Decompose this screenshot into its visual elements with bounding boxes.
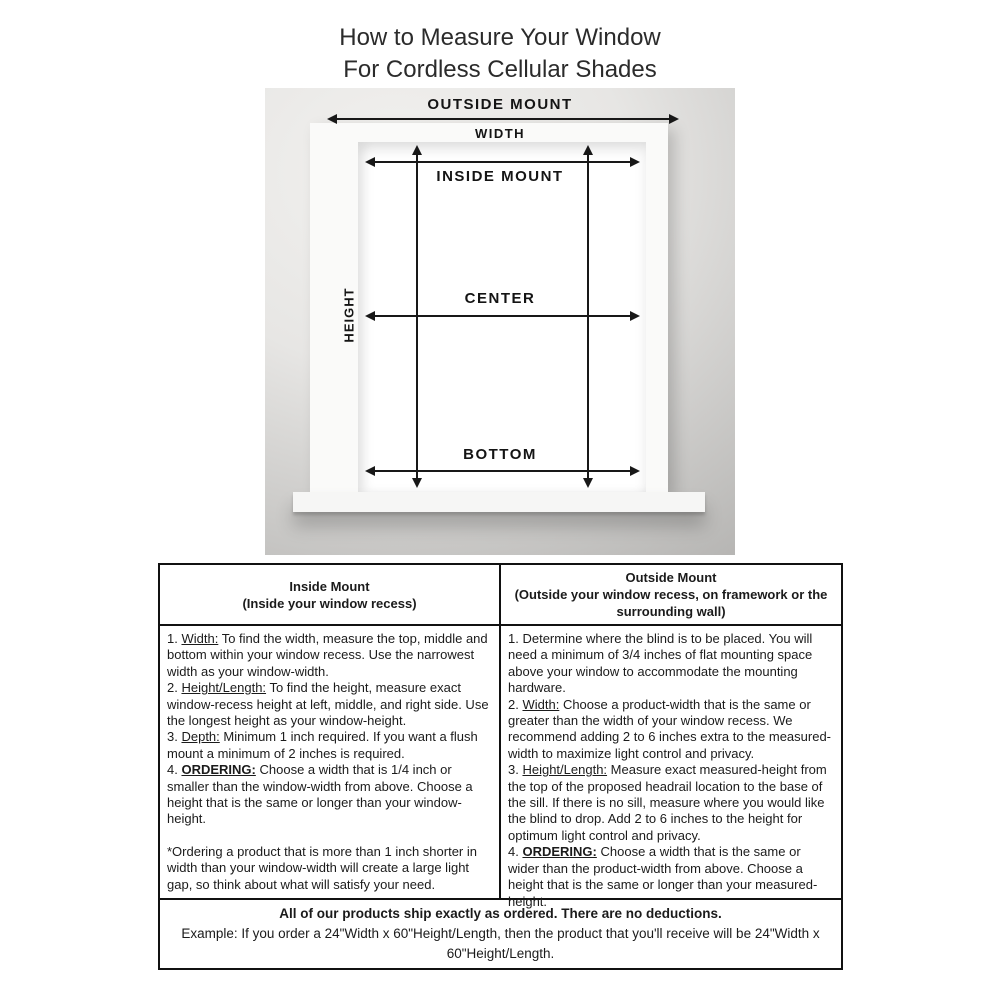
inside-mount-arrow: [365, 156, 640, 168]
shipping-note: [160, 900, 841, 968]
arrow-right-head-icon: [630, 311, 640, 321]
table-footer-row: [160, 900, 841, 968]
table-header-row: [160, 565, 841, 626]
arrow-right-head-icon: [669, 114, 679, 124]
arrow-line: [370, 315, 635, 317]
arrow-up-head-icon: [412, 145, 422, 155]
arrow-line: [332, 118, 674, 120]
arrow-line: [370, 161, 635, 163]
term-ordering: ORDERING:: [522, 844, 597, 860]
width-label: WIDTH: [474, 126, 526, 141]
term-depth: Depth:: [181, 729, 220, 745]
list-item: 1. Determine where the blind is to be placed. You will need a minimum of 3/4 inches of flat mounting space above your window to accommodate the mounting hardware.: [508, 631, 813, 696]
height-label: HEIGHT: [341, 287, 357, 343]
outside-mount-title: Outside Mount: [625, 570, 717, 585]
outside-mount-arrow: [327, 113, 679, 125]
arrow-left-head-icon: [365, 466, 375, 476]
inside-mount-title: Inside Mount: [289, 578, 370, 594]
page-title: [0, 22, 1000, 86]
term-width: Width:: [181, 631, 219, 646]
window-measurement-diagram: [265, 88, 735, 555]
bottom-label: BOTTOM: [463, 446, 537, 463]
list-item: 2. Height/Length: To find the height, measure exact window-recess height at left, middle, and right side. Use the longest height as your window-height.: [167, 680, 489, 729]
table-body-row: [160, 626, 841, 909]
list-item: 4. ORDERING: Choose a width that is 1/4 inch or smaller than the window-width from above. Choose a height that is the same or longer than your window-height.: [167, 762, 473, 827]
list-item: 3. Height/Length: Measure exact measured-height from the top of the proposed headrail location to the base of the sill. If there is no sill, measure where you would like the blind to drop. Add 2 to 6 inches to the height for optimum light control and privacy.: [508, 762, 827, 843]
outside-mount-subtitle: (Outside your window recess, on framework or the surrounding wall): [514, 587, 828, 619]
arrow-line: [370, 470, 635, 472]
list-item: 1. Width: To find the width, measure the top, middle and bottom within your window recess. Use the narrowest width as your window-width.: [167, 631, 488, 679]
window-sill: [293, 492, 705, 512]
no-deductions-note: All of our products ship exactly as ordered. There are no deductions.: [279, 906, 722, 921]
title-line-1: How to Measure Your Window: [339, 24, 661, 51]
arrow-right-head-icon: [630, 157, 640, 167]
arrow-left-head-icon: [327, 114, 337, 124]
term-ordering: ORDERING:: [181, 762, 256, 778]
center-label: CENTER: [464, 290, 536, 307]
list-item: 4. ORDERING: Choose a width that is the same or wider than the product-width from above. Choose a height that is the same or longer than your measured-height.: [508, 844, 818, 909]
inside-mount-header: [160, 565, 501, 624]
inside-mount-instructions: [160, 626, 501, 898]
arrow-left-head-icon: [365, 157, 375, 167]
light-gap-note: *Ordering a product that is more than 1 inch shorter in width than your window-width will create a large light gap, so think about what will satisfy your need.: [167, 843, 477, 892]
inside-mount-label: INSIDE MOUNT: [436, 168, 564, 185]
arrow-right-head-icon: [630, 466, 640, 476]
arrow-down-head-icon: [412, 478, 422, 488]
instructions-table: [158, 563, 843, 970]
list-item: 3. Depth: Minimum 1 inch required. If you want a flush mount a minimum of 2 inches is required.: [167, 729, 478, 761]
title-line-2: For Cordless Cellular Shades: [343, 56, 657, 83]
list-item: 2. Width: Choose a product-width that is the same or greater than the width of your window recess. We recommend adding 2 to 6 inches extra to the measured-width to maximize light control and privacy.: [508, 696, 832, 761]
outside-mount-label: OUTSIDE MOUNT: [427, 96, 573, 113]
term-height-length: Height/Length:: [181, 680, 267, 696]
arrow-down-head-icon: [583, 478, 593, 488]
term-height-length: Height/Length:: [522, 762, 608, 778]
inside-mount-subtitle: (Inside your window recess): [242, 595, 417, 611]
bottom-arrow: [365, 465, 640, 477]
outside-mount-header: [501, 565, 841, 624]
outside-mount-instructions: [501, 626, 841, 909]
term-width: Width:: [522, 696, 560, 712]
center-arrow: [365, 310, 640, 322]
arrow-up-head-icon: [583, 145, 593, 155]
ordering-example: Example: If you order a 24"Width x 60"Height/Length, then the product that you'll receive will be 24"Width x 60"Height/Length.: [181, 926, 820, 961]
arrow-left-head-icon: [365, 311, 375, 321]
